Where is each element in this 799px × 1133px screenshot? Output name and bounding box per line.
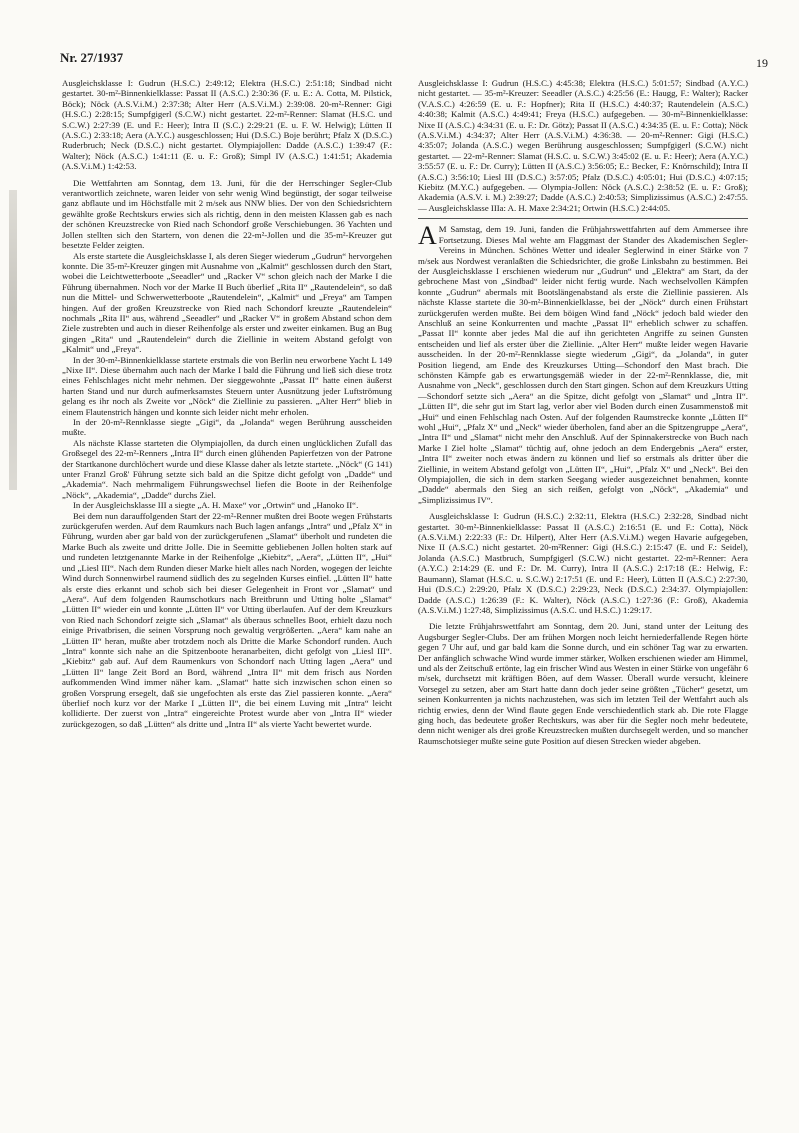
issue-number: Nr. 27/1937 — [60, 50, 124, 65]
results-paragraph: Ausgleichsklasse I: Gudrun (H.S.C.) 2:32:11, Elektra (H.S.C.) 2:32:28, Sindbad nicht gestartet. 30-m²-Binnenkielklasse: Passat II (A.S.C.) 2:16:51 (E. und F.: Cotta), Nöck (A.S.V.i.M.) 2:22:33 (F.: Dr. Hilpert), Alter Herr (A.S.V.i.M.) wegen Havarie aufgegeben, Nixe II (A.S.C.) nicht gestartet. 20-m²Renner: Gigi (H.S.C.) 2:15:47 (E. und F.: Seidel), Jolanda (A.S.C.) Mastbruch, Sumpfgigerl (S.C.W.) nicht gestartet. 22-m²-Renner: Aera (A.Y.C.) 2:14:29 (E. und F.: Dr. M. Curry), Intra II (A.S.C.) 2:17:18 (E.: Helwig, F.: Baumann), Slamat (H.S.C. u. S.C.W.) 2:17:51 (E. und F.: Heer), Lütten II (A.S.C.) 2:27:30, Hui (D.S.C.) 2:29:20, Pfalz X (D.S.C.) 2:29:23, Neck (D.S.C.) 2:34:37. Olympiajollen: Dadde (A.S.C.) 1:26:39 (F.: K. Walter), Nöck (A.S.C.) 1:27:36 (F.: Groß), Akademia (A.S.V.i.M.) 1:27:48, Simplizissimus (A.S.C. und H.S.C.) 1:29:17. — [418, 511, 748, 615]
article-paragraph-dropcap — [418, 221, 748, 505]
page-number: 19 — [756, 56, 768, 70]
article-paragraph: Als nächste Klasse starteten die Olympiajollen, da durch einen unglücklichen Zufall das Großsegel des 22-m²-Renners „Intra II“ durch einen glühenden Papierfetzen von der Patrone der Startkanone durchlöchert wurde und diese Klasse daher als letzte startete. „Nöck“ (G 141) unter Franzl Groß' Führung setzte sich bald an die Spitze dicht gefolgt von „Dadde“ und „Akademia“. Nach mehrmaligem Führungswechsel liefen die Boote in der Reihenfolge „Nöck“, „Akademia“, „Dadde“ durchs Ziel. — [62, 437, 392, 500]
article-paragraph: In der 20-m²-Rennklasse siegte „Gigi“, da „Jolanda“ wegen Berührung ausscheiden mußte. — [62, 417, 392, 438]
article-paragraph: In der 30-m²-Binnenkielklasse startete erstmals die von Berlin neu erworbene Yacht L 149 „Nixe II“. Diese übernahm auch nach der Marke I bald die Führung und ließ sich diese trotz eines Fehlschlages nicht mehr nehmen. Der sieggewohnte „Passat II“ hatte einen äußerst harten Stand und nur durch aufmerksamstes Steuern unter Ausnützung jeder Luftströmung gelang es ihr noch als Zweite vor „Nöck“ die Ziellinie zu passieren. „Alter Herr“ blieb in einem Flautenstrich hängen und konnte sich leider nicht mehr erholen. — [62, 354, 392, 417]
results-paragraph: Ausgleichsklasse I: Gudrun (H.S.C.) 4:45:38; Elektra (H.S.C.) 5:01:57; Sindbad (A.Y.C.) nicht gestartet. — 35-m²-Kreuzer: Seeadler (A.S.C.) 4:25:56 (E.: Haugg, F.: Walter); Racker (V.A.S.C.) 4:26:59 (E. u. F.: Hopfner); Rita II (H.S.C.) 4:40:37; Rautendelein (A.S.C.) 4:40:38; Kalmit (A.S.C.) 4:49:41; Freya (H.S.C.) aufgegeben. — 30-m²-Binnenkielklasse: Nixe II (A.S.C.) 4:34:31 (E. u. F.: Dr. Götz); Passat II (A.S.C.) 4:34:35 (E. u. F.: Cotta); Nöck (A.S.V.i.M.) 4:34:37; Alter Herr (A.S.V.i.M.) 4:36:38. — 20-m²-Renner: Gigi (H.S.C.) 4:35:07; Jolanda (A.S.C.) wegen Berührung ausgeschlossen; Sumpfgigerl (S.C.W.) nicht gestartet. — 22-m²-Renner: Slamat (H.S.C. u. S.C.W.) 3:45:02 (E. u. F.: Heer); Aera (A.Y.C.) 3:55:57 (E. u. F.: Dr. Curry); Lütten II (A.S.C.) 3:56:05; E.: Becker, F.: Knörnschild); Intra II (A.S.C.) 3:56:10; Liesl III (D.S.C.) 3:57:05; Pfalz (D.S.C.) 4:05:01; Hui (D.S.C.) 4:07:15; Kiebitz (M.Y.C.) aufgegeben. — Olympia-Jollen: Nöck (A.S.C.) 2:38:52 (E. u. F.: Groß); Akademia (A.S.V. i. M.) 2:39:27; Dadde (A.S.C.) 2:40:53; Simplizissimus (A.S.C.) 2:47:55. — Ausgleichsklasse IIIa: A. H. Maxe 2:34:21; Ortwin (H.S.C.) 2:44:05. — [418, 78, 748, 213]
left-column — [62, 78, 392, 729]
drop-cap: A — [418, 221, 437, 251]
article-text: M Samstag, dem 19. Juni, fanden die Frühjahrswettfahrten auf dem Ammersee ihre Fortsetzung. Dieses Mal wehte am Flaggmast der Stander des Akademischen Segler-Vereins in München. Schönes Wetter und idealer Seglerwind in einer Stärke von 7 m/sek aus Nordwest veranlaßten die Schiedsrichter, die große Linksbahn zu bestimmen. Bei der Ausgleichsklasse I erschienen wiederum nur „Gudrun“ und „Elektra“ am Start, da der gebrochene Mast von „Sindbad“ leider nicht fertig wurde. Nach wechselvollen Kämpfen konnte „Gudrun“ abermals mit Bootslängenabstand als erste die Ziellinie passieren. Als nächste Klasse startete die 30-m²-Binnenkielklasse, bei der „Nöck“ durch einen Frühstart zurückgerufen werden mußte. Bei dem böigen Wind fand „Nöck“ jedoch bald wieder den Anschluß an seine Konkurrenten und machte „Passat II“ erheblich schwer zu schaffen. „Passat II“ konnte aber jedes Mal die auf ihn gerichteten Angriffe zu seinen Gunsten entscheiden und lief als erster über die Ziellinie. „Alter Herr“ mußte leider wegen Havarie ausscheiden. In der 20-m²-Rennklasse siegte wiederum „Gigi“, da „Jolanda“, in guter Position liegend, am Ende des Kreuzkurses Utting—Schondorf den Mast brach. Die schönsten Kämpfe gab es erwartungsgemäß wieder in der 22-m²-Rennklasse, die, mit Ausnahme von „Neck“, geschlossen durch den Start gingen. Schon auf dem Kreuzkurs Utting—Schondorf setzte sich „Aera“ an die Spitze, dicht gefolgt von „Slamat“ und „Intra II“. „Lütten II“, die sehr gut im Start lag, verlor aber viel Boden durch einen Zusammenstoß mit „Hui“ und einen Fehlschlag nach Osten. Auf der folgenden Raumstrecke konnte „Lütten II“ wohl „Hui“, „Pfalz X“ und „Neck“ wieder überholen, fand aber an die Spitzengruppe „Aera“, „Intra II“ und „Slamat“ nicht mehr den Anschluß. Auf der Spinnakerstrecke von Buch nach Marke I Ziel holte „Slamat“ tüchtig auf, ohne jedoch an dem Endergebnis „Aera“ erster, „Intra II“ zweiter noch etwas ändern zu können und lief so erstmals als dritter über die Ziellinie, in weitem Abstand gefolgt von „Lütten II“, „Hui“, „Pfalz X“ und „Neck“. Bei den Olympiajollen, die sich in dem starken Seegang wieder ausgezeichnet benahmen, konnte „Dadde“ abermals den Sieg an sich reißen, gefolgt von „Nöck“, „Akademia“ und „Simplizissimus IV“. — [418, 224, 748, 505]
section-divider — [418, 218, 748, 219]
scan-edge-shadow — [9, 190, 17, 490]
right-column — [418, 78, 748, 746]
article-paragraph: Bei dem nun darauffolgenden Start der 22-m²-Renner mußten drei Boote wegen Frühstarts zurückgerufen werden. Auf dem Raumkurs nach Buch lagen anfangs „Intra“ und „Pfalz X“ in Führung, wurden aber gar bald von der zurückgerufenen „Slamat“ überholt und rundeten die Marke Buch als zweite und dritte Jolle. Die in Seemitte gebliebenen Jollen holten stark auf und rundeten letztgenannte Marke in der Reihenfolge „Kiebitz“, „Aera“, „Lütten II“, „Hui“ und „Liesl III“. Nach dem Runden dieser Marke hielt alles nach Norden, wogegen der leichte Wind durch Sonnenwirbel raumend südlich des zu segelnden Kurses einfiel. „Lütten II“ hatte als erste dies erkannt und schob sich bei dieser Gelegenheit in Front vor „Slamat“ und „Aera“. Auf dem folgenden Raumschotkurs nach Breitbrunn und Utting holte „Slamat“ „Lütten II“ wieder ein und konnte „Lütten II“ vor Utting überlaufen. Auf der dem Kreuzkurs von Ried nach Schondorf zeigte sich „Slamat“ als überaus schnelles Boot, erhielt dazu noch einige Privatbrisen, die seinen Vorsprung noch gewaltig vergrößerten. „Aera“ kam nahe an „Lütten II“ heran, mußte aber trotzdem noch als Dritte die Marke Schondorf runden. Auch „Intra“ konnte sich nahe an die Spitzenboote heranarbeiten, dicht gefolgt von „Liesl III“. „Kiebitz“ gab auf. Auf dem Raumenkurs von Schondorf nach Utting lagen „Aera“ und „Lütten II“ lange Zeit Bord an Bord, während „Intra II“ mit dem frisch aus Norden aufkommenden Wind immer näher kam. „Slamat“ hatte sich inzwischen schon einen so großen Vorsprung ersegelt, daß sie ungefochten als erste das Ziel passieren konnte. „Aera“ überlief noch kurz vor der Marke I „Lütten II“, die bei einem Luving mit „Intra“ leicht kollidierte. Der zuerst von „Intra“ eingereichte Protest wurde aber von „Intra II“ wieder zurückgezogen, so daß „Lütten“ als dritte und „Intra II“ als vierte Yacht bewertet wurde. — [62, 510, 392, 729]
article-paragraph: Die Wettfahrten am Sonntag, dem 13. Juni, für die der Herrschinger Segler-Club verantwortlich zeichnete, waren leider von sehr wenig Wind begünstigt, der sogar teilweise ganz abflaute und im Höchstfalle mit 2 m/sek aus NNW blies. Der von den Schiedsrichtern gewählte große Rechtskurs erwies sich als richtig, denn in den meisten Klassen gab es nach der schönen Kreuzstrecke von Ried nach Schondorf große Verschiebungen. 36 Yachten und Jollen stellten sich den Startern, von denen die 22-m²-Jollen und die 35-m²-Kreuzer gut besetzte Felder zeigten. — [62, 177, 392, 251]
results-paragraph: Ausgleichsklasse I: Gudrun (H.S.C.) 2:49:12; Elektra (H.S.C.) 2:51:18; Sindbad nicht gestartet. 30-m²-Binnenkielklasse: Passat II (A.S.C.) 2:30:36 (F. u. E.: A. Cotta, M. Pilstick, Böck); Nöck (A.S.V.i.M.) 2:37:38; Alter Herr (A.S.V.i.M.) 2:39:08. 20-m²-Renner: Gigi (H.S.C.) 2:28:15; Sumpfgigerl (S.C.W.) nicht gestartet. 22-m²-Renner: Slamat (H.S.C. und S.C.W.) 2:27:39 (E. und F.: Heer); Intra II (S.C.) 2:29:21 (E. u. F. W. Helwig); Lütten II (A.S.C.) 2:33:18; Aera (A.Y.C.) ausgeschlossen; Hui (D.S.C.) Boje berührt; Pfalz X (D.S.C.) Ruderbruch; Neck (D.S.C.) nicht gestartet. Olympiajollen: Dadde (A.S.C.) 1:39:47 (F.: Walter); Nöck (A.S.C.) 1:41:11 (E. u. F.: Groß); Simpl IV (A.S.C.) 1:41:51; Akademia (A.S.V.i.M.) 1:42:53. — [62, 78, 392, 172]
article-paragraph: Die letzte Frühjahrswettfahrt am Sonntag, dem 20. Juni, stand unter der Leitung des Augsburger Segler-Clubs. Der am frühen Morgen noch leicht herniederfallende Regen hörte gegen 7 Uhr auf, und gar bald kam die Sonne durch, und ein schöner Tag war zu erwarten. Der anfänglich schwache Wind wurde immer stärker, Wolken erschienen wieder am Himmel, und als der Zeitschuß ertönte, lag ein frischer Wind aus Westen in einer Stärke von ungefähr 6 m/sek, durchsetzt mit kräftigen Böen, auf dem Wasser. Überall wurde versucht, kleinere Vorsegel zu setzen, aber am Start hatte dann doch jeder seine größten „Tücher“ gesetzt, um seinen Konkurrenten ja nichts nachzustehen, was sich im letzten Teil der Wettfahrt auch als richtig erwies, denn der Wind flaute gegen Ende verschiedentlich stark ab. Die rote Flagge ging hoch, das bedeutete großer Rechtskurs, was aber für die Segler noch mehr bedeutete, denn nicht weniger als drei große Kreuzstrecken mußten durchsegelt werden, und so mancher Raumschotsieger mußte seine gute Position auf diesen Strecken wieder abgeben. — [418, 621, 748, 746]
article-paragraph: In der Ausgleichsklasse III a siegte „A. H. Maxe“ vor „Ortwin“ und „Hanoko II“. — [73, 500, 359, 511]
article-paragraph: Als erste startete die Ausgleichsklasse I, als deren Sieger wiederum „Gudrun“ hervorgehen konnte. Die 35-m²-Kreuzer gingen mit Ausnahme von „Kalmit“ geschlossen durch den Start, wobei die Leichtwetterboote „Seeadler“ und „Racker V“ schon gleich nach der Marke I die Führung übernahmen. Noch vor der Marke II Buch überlief „Rita II“ „Rautendelein“, so daß nun die Mittel- und Schwerwetterboote „Rautendelein“, „Kalmit“ und „Freya“ am Tampen hingen. Auf der großen Kreuzstrecke von Ried nach Schondorf kreuzte „Rautendelein“ nochmals „Rita II“ aus, während „Seeadler“ und „Racker V“ in großem Abstand schon dem Ziele zustrebten und auch in dieser Reihenfolge als erster und zweiter einkamen. Bug an Bug gingen „Rita“ und „Rautendelein“ durch die Ziellinie in weitem Abstand gefolgt von „Kalmit“ und „Freya“. — [62, 250, 392, 355]
